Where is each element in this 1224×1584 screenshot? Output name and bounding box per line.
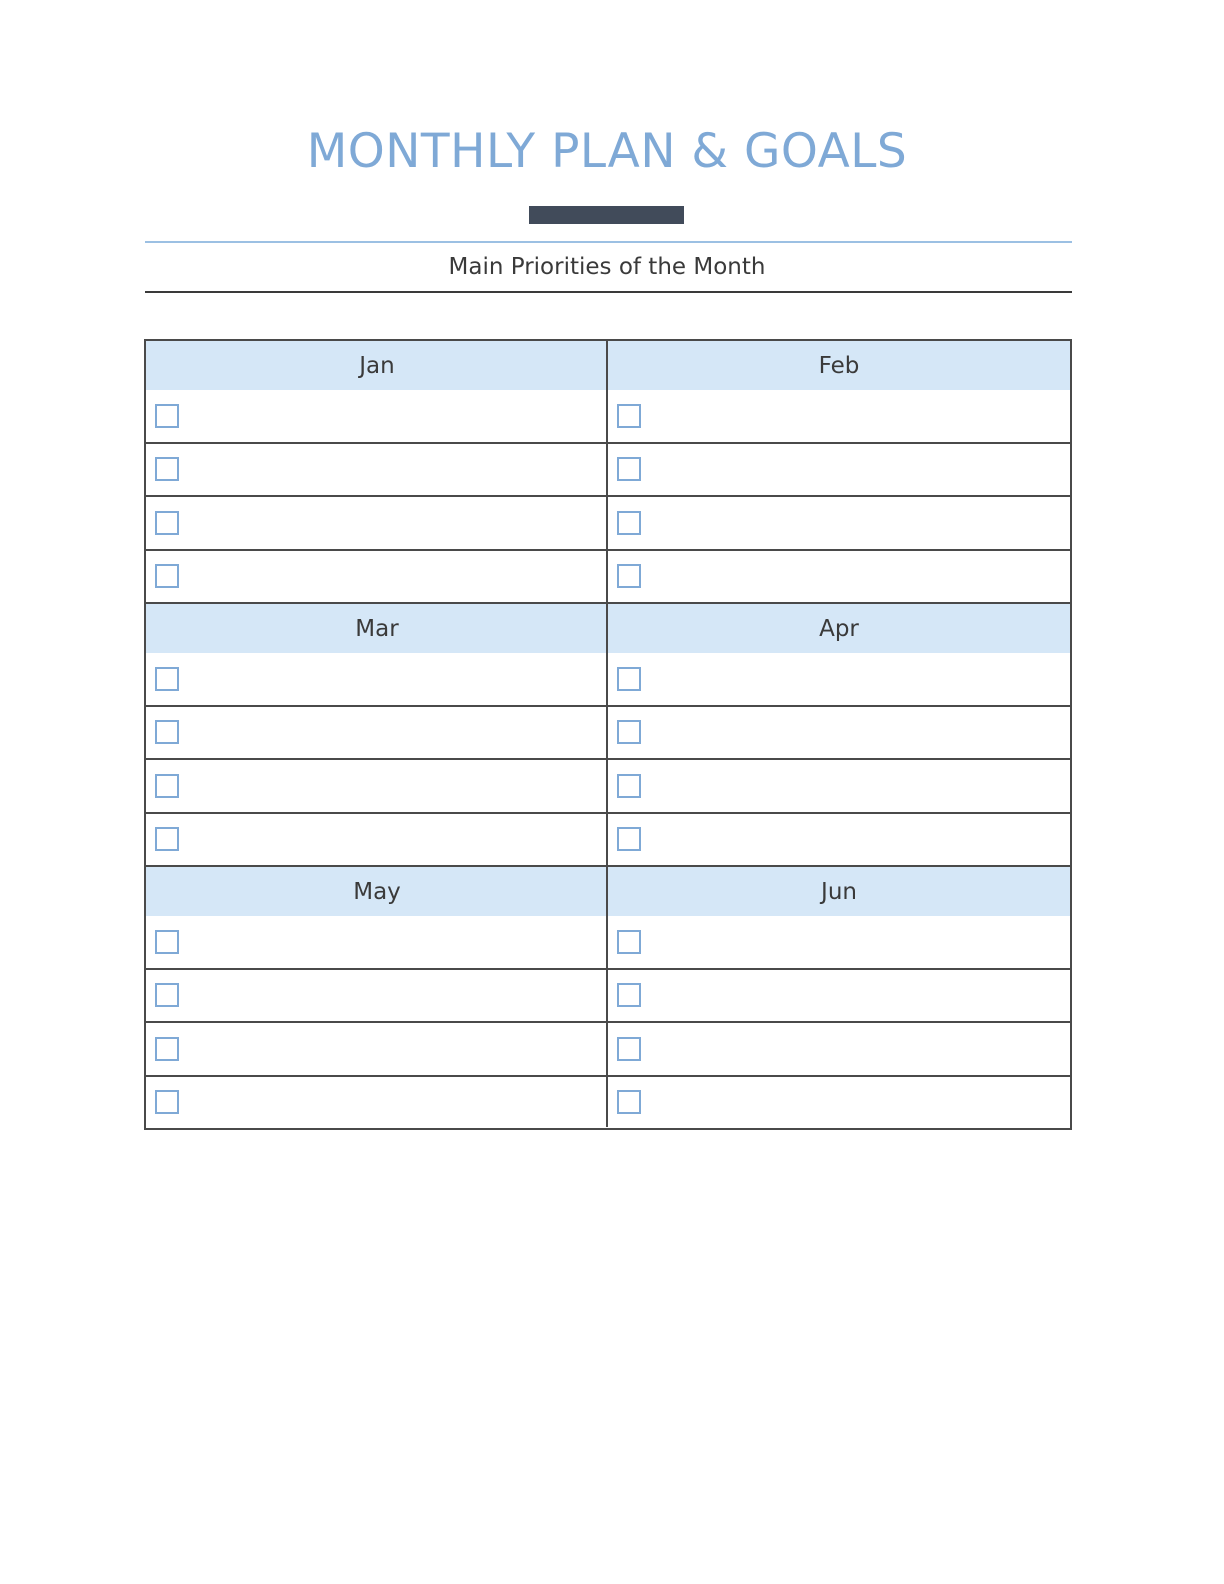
task-row[interactable] (608, 814, 1070, 868)
task-row[interactable] (146, 551, 608, 605)
task-row[interactable] (146, 497, 608, 551)
checkbox-icon[interactable] (155, 564, 179, 588)
month-header: Apr (608, 604, 1070, 653)
month-header: Feb (608, 341, 1070, 390)
title-accent-bar (529, 206, 684, 224)
month-column-jan (146, 341, 608, 604)
month-header: Mar (146, 604, 608, 653)
month-block (146, 341, 1070, 604)
month-block (146, 867, 1070, 1130)
task-row[interactable] (146, 814, 608, 868)
checkbox-icon[interactable] (155, 667, 179, 691)
month-column-jun (608, 867, 1070, 1130)
checkbox-icon[interactable] (617, 827, 641, 851)
checkbox-icon[interactable] (155, 774, 179, 798)
checkbox-icon[interactable] (617, 930, 641, 954)
task-row[interactable] (146, 444, 608, 498)
task-row[interactable] (146, 1077, 608, 1131)
task-row[interactable] (608, 1077, 1070, 1131)
checkbox-icon[interactable] (155, 930, 179, 954)
checkbox-icon[interactable] (617, 511, 641, 535)
checkbox-icon[interactable] (617, 564, 641, 588)
checkbox-icon[interactable] (155, 1037, 179, 1061)
checkbox-icon[interactable] (617, 404, 641, 428)
page-title: MONTHLY PLAN & GOALS (306, 124, 908, 179)
task-row[interactable] (608, 760, 1070, 814)
month-column-feb (608, 341, 1070, 604)
checkbox-icon[interactable] (617, 667, 641, 691)
month-column-apr (608, 604, 1070, 867)
checkbox-icon[interactable] (155, 1090, 179, 1114)
section-subtitle: Main Priorities of the Month (448, 254, 766, 280)
task-row[interactable] (608, 551, 1070, 605)
divider-top (145, 241, 1072, 243)
checkbox-icon[interactable] (617, 457, 641, 481)
task-row[interactable] (608, 653, 1070, 707)
month-column-may (146, 867, 608, 1130)
checkbox-icon[interactable] (155, 457, 179, 481)
checkbox-icon[interactable] (617, 1037, 641, 1061)
task-row[interactable] (146, 970, 608, 1024)
task-row[interactable] (146, 760, 608, 814)
task-row[interactable] (608, 444, 1070, 498)
month-header: Jan (146, 341, 608, 390)
checkbox-icon[interactable] (155, 720, 179, 744)
checkbox-icon[interactable] (155, 827, 179, 851)
checkbox-icon[interactable] (155, 983, 179, 1007)
month-header: Jun (608, 867, 1070, 916)
month-block (146, 604, 1070, 867)
task-row[interactable] (146, 1023, 608, 1077)
task-row[interactable] (146, 707, 608, 761)
checkbox-icon[interactable] (155, 404, 179, 428)
task-row[interactable] (146, 653, 608, 707)
month-column-mar (146, 604, 608, 867)
task-row[interactable] (608, 707, 1070, 761)
checkbox-icon[interactable] (155, 511, 179, 535)
monthly-goals-grid (144, 339, 1072, 1130)
task-row[interactable] (608, 970, 1070, 1024)
checkbox-icon[interactable] (617, 1090, 641, 1114)
checkbox-icon[interactable] (617, 720, 641, 744)
divider-bottom (145, 291, 1072, 293)
task-row[interactable] (146, 916, 608, 970)
task-row[interactable] (146, 390, 608, 444)
checkbox-icon[interactable] (617, 774, 641, 798)
task-row[interactable] (608, 1023, 1070, 1077)
task-row[interactable] (608, 916, 1070, 970)
task-row[interactable] (608, 497, 1070, 551)
month-header: May (146, 867, 608, 916)
grid-column-divider (606, 339, 608, 1127)
checkbox-icon[interactable] (617, 983, 641, 1007)
task-row[interactable] (608, 390, 1070, 444)
